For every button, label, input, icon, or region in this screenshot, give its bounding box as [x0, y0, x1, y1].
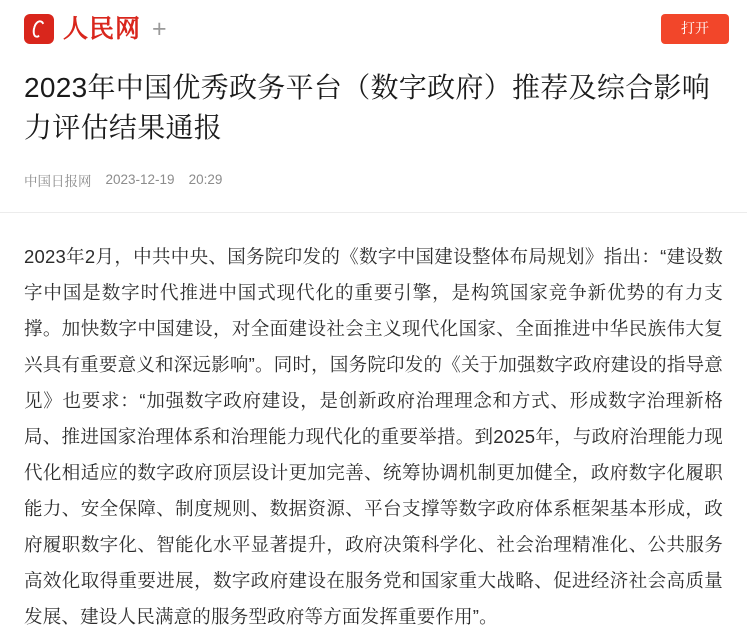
article-paragraph: 2023年2月，中共中央、国务院印发的《数字中国建设整体布局规划》指出：“建设数字中国是数字时代推进中国式现代化的重要引擎，是构筑国家竞争新优势的有力支撑。加快数字中国建设，对全面建设社会主义现代化国家、全面推进中华民族伟大复兴具有重要意义和深远影响”。同时，国务院印发的《关于加强数字政府建设的指导意见》也要求：“加强数字政府建设，是创新政府治理理念和方式、形成数字治理新格局、推进国家治理体系和治理能力现代化的重要举措。到2025年，与政府治理能力现代化相适应的数字政府顶层设计更加完善、统筹协调机制更加健全，政府数字化履职能力、安全保障、制度规则、数据资源、平台支撑等数字政府体系框架基本形成，政府履职数字化、智能化水平显著提升，政府决策科学化、社会治理精准化、公共服务高效化取得重要进展，数字政府建设在服务党和国家重大战略、促进经济社会高质量发展、建设人民满意的服务型政府等方面发挥重要作用”。 [24, 239, 723, 635]
page-title: 2023年中国优秀政务平台（数字政府）推荐及综合影响力评估结果通报 [24, 68, 723, 148]
article-title-block [0, 58, 747, 212]
people-daily-logo-icon [24, 14, 54, 44]
brand-logo[interactable] [24, 14, 167, 44]
article-date: 2023-12-19 [106, 172, 175, 187]
brand-plus-mark: + [152, 17, 167, 42]
article-body [0, 213, 747, 635]
brand-name: 人民网 [63, 17, 141, 42]
article-meta [24, 170, 723, 212]
top-header-bar [0, 0, 747, 58]
open-app-button[interactable]: 打开 [661, 14, 729, 43]
article-source: 中国日报网 [24, 170, 92, 190]
article-time: 20:29 [189, 172, 223, 187]
